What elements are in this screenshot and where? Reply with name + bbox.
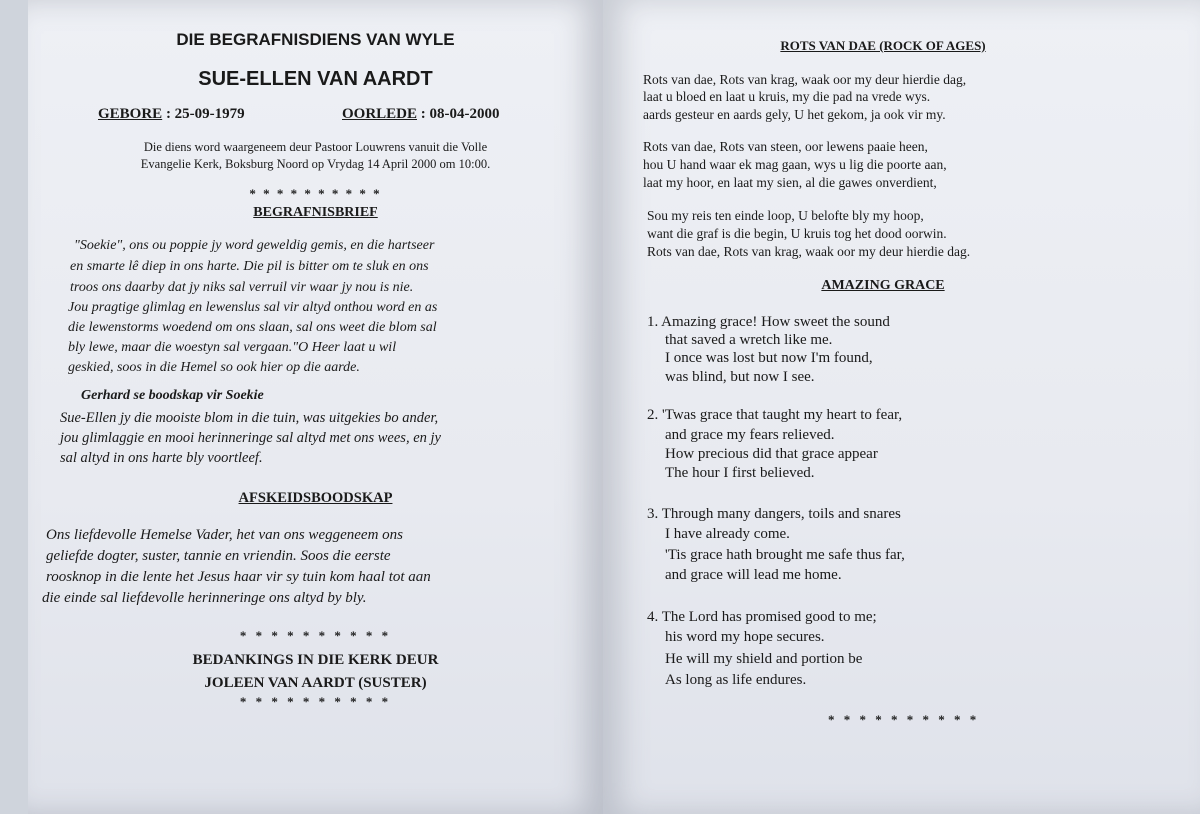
brief-line: bly lewe, maar die woestyn sal vergaan."O Heer laat u wil: [68, 340, 397, 355]
rots-line: Rots van dae, Rots van steen, oor lewens paaie heen,: [643, 139, 928, 154]
grace-line: was blind, but now I see.: [665, 369, 815, 385]
afskeid-line: Ons liefdevolle Hemelse Vader, het van ons weggeneem ons: [46, 527, 403, 543]
died-label: OORLEDE: [342, 106, 418, 122]
grace-line: 2. 'Twas grace that taught my heart to fear,: [647, 407, 903, 423]
grace-line: I once was lost but now I'm found,: [665, 350, 873, 366]
grace-line: that saved a wretch like me.: [665, 332, 833, 348]
rots-line: Sou my reis ten einde loop, U belofte bly my hoop,: [647, 208, 924, 223]
separator-stars: * * * * * * * * * *: [828, 712, 980, 727]
born-date: [98, 106, 245, 123]
died-value: : 08-04-2000: [420, 106, 500, 122]
rots-line: Rots van dae, Rots van krag, waak oor my deur hierdie dag.: [647, 244, 971, 259]
brief-heading: BEGRAFNISBRIEF: [253, 205, 378, 220]
grace-line: his word my hope secures.: [665, 629, 825, 645]
rots-line: Rots van dae, Rots van krag, waak oor my deur hierdie dag,: [643, 72, 967, 87]
gerhard-line: Sue-Ellen jy die mooiste blom in die tuin, was uitgekies bo ander,: [60, 410, 439, 426]
grace-line: As long as life endures.: [665, 672, 807, 688]
born-value: : 25-09-1979: [165, 106, 245, 122]
separator-stars: * * * * * * * * * *: [239, 628, 392, 643]
rots-line: aards gesteur en aards gely, U het gekom, ja ook vir my.: [643, 107, 946, 122]
grace-line: 4. The Lord has promised good to me;: [647, 609, 877, 625]
rots-heading: ROTS VAN DAE (ROCK OF AGES): [780, 38, 986, 53]
grace-line: 1. Amazing grace! How sweet the sound: [647, 314, 890, 330]
thanks-line: BEDANKINGS IN DIE KERK DEUR: [192, 652, 439, 668]
afskeid-heading: AFSKEIDSBOODSKAP: [238, 490, 393, 506]
gerhard-line: sal altyd in ons harte bly voortleef.: [60, 450, 263, 466]
brief-line: Jou pragtige glimlag en lewenslus sal vir altyd onthou word en as: [68, 300, 438, 315]
grace-line: 'Tis grace hath brought me safe thus far,: [665, 547, 905, 563]
grace-line: 3. Through many dangers, toils and snares: [647, 506, 901, 522]
thanks-line: JOLEEN VAN AARDT (SUSTER): [204, 675, 427, 691]
rots-line: hou U hand waar ek mag gaan, wys u lig die poorte aan,: [643, 157, 947, 172]
grace-line: I have already come.: [665, 526, 790, 542]
afskeid-line: die einde sal liefdevolle herinneringe ons altyd by bly.: [42, 590, 367, 606]
brief-line: die lewenstorms woedend om ons slaan, sal ons weet die blom sal: [68, 320, 437, 335]
grace-line: He will my shield and portion be: [665, 651, 863, 667]
deceased-name: SUE-ELLEN VAN AARDT: [198, 68, 433, 90]
brief-line: "Soekie", ons ou poppie jy word geweldig gemis, en die hartseer: [74, 238, 435, 253]
funeral-title: DIE BEGRAFNISDIENS VAN WYLE: [176, 30, 455, 49]
brief-line: troos ons daarby dat jy niks sal verruil vir waar jy nou is nie.: [70, 280, 414, 295]
service-line: Die diens word waargeneem deur Pastoor Louwrens vanuit die Volle: [143, 140, 488, 154]
rots-line: want die graf is die begin, U kruis tog het dood oorwin.: [647, 226, 947, 241]
grace-line: How precious did that grace appear: [665, 446, 878, 462]
right-page: [603, 0, 1200, 814]
service-line: Evangelie Kerk, Boksburg Noord op Vrydag 14 April 2000 om 10:00.: [140, 157, 491, 171]
grace-line: and grace will lead me home.: [665, 567, 842, 583]
separator-stars: * * * * * * * * * *: [239, 694, 392, 709]
grace-heading: AMAZING GRACE: [821, 278, 945, 293]
gerhard-line: jou glimlaggie en mooi herinneringe sal altyd met ons wees, en jy: [60, 430, 441, 446]
grace-line: and grace my fears relieved.: [665, 427, 835, 443]
afskeid-line: geliefde dogter, suster, tannie en vriendin. Soos die eerste: [46, 548, 391, 564]
separator-stars: * * * * * * * * * *: [249, 186, 382, 201]
death-date: [342, 106, 500, 123]
rots-line: laat u bloed en laat u kruis, my die pad na vrede wys.: [643, 89, 931, 104]
rots-line: laat my hoor, en laat my sien, al die gawes onverdient,: [643, 175, 937, 190]
brief-line: geskied, soos in die Hemel so ook hier op die aarde.: [68, 360, 360, 375]
brief-line: en smarte lê diep in ons harte. Die pil is bitter om te sluk en ons: [70, 259, 429, 274]
grace-line: The hour I first believed.: [665, 465, 815, 481]
afskeid-line: roosknop in die lente het Jesus haar vir sy tuin kom haal tot aan: [46, 569, 431, 585]
left-page: [28, 0, 603, 814]
gerhard-heading: Gerhard se boodskap vir Soekie: [81, 388, 264, 403]
born-label: GEBORE: [98, 106, 163, 122]
